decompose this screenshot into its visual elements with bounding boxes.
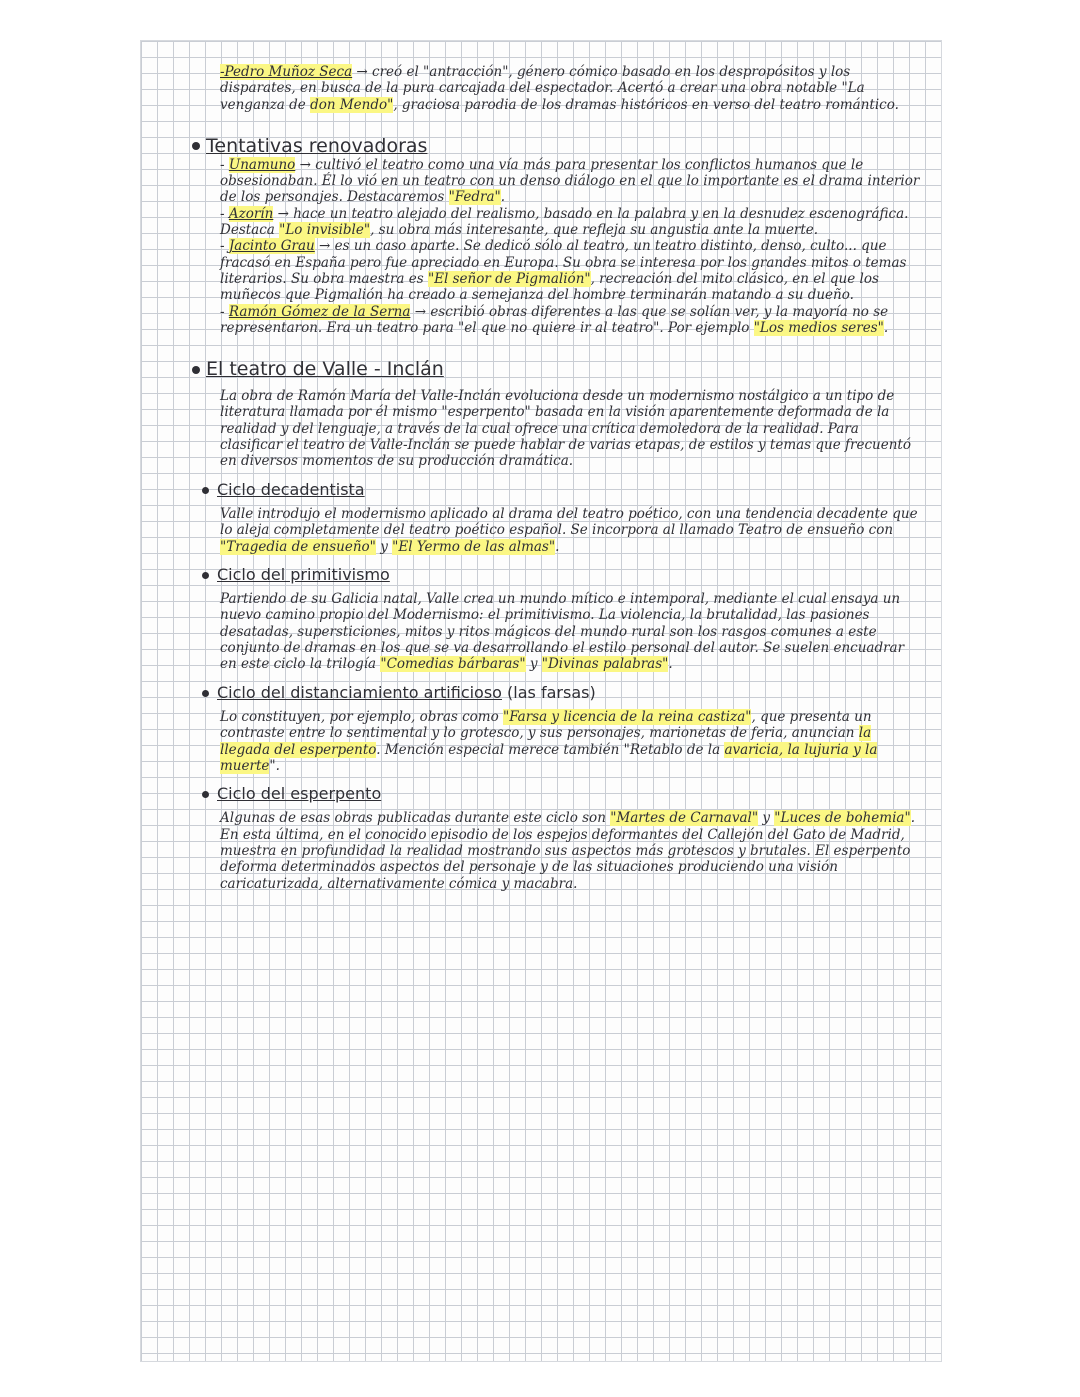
bullet-icon — [192, 366, 200, 374]
gomez-highlight: "Los medios seres" — [753, 319, 884, 336]
grau-text: → es un caso aparte. Se dedicó sólo al teatro, un teatro distinto, denso, culto... que fracasó en España pero fue apreciado en Europa. Su obra se interesa por los grandes mitos o temas literarios. Su obra maestra es — [220, 238, 907, 287]
section-title: El teatro de Valle - Inclán — [206, 358, 444, 381]
c3-highlight-3: avaricia, la lujuria y la muerte — [220, 741, 878, 774]
c3-mid-2: . Mención especial merece también "Retablo de la — [376, 741, 725, 758]
subheading-primitivismo — [202, 564, 920, 584]
section-title: Tentativas renovadoras — [206, 134, 428, 157]
c2-highlight-2: "Divinas palabras" — [541, 656, 669, 673]
valle-paragraph: La obra de Ramón María del Valle-Inclán evoluciona desde un modernismo nostálgico a un tipo de literatura llamada por él mismo "esperpento" basada en la visión aparentemente deformada de la realidad y del lenguaje, a través de la cual ofrece una crítica demoledora de la realidad. Para clasificar el teatro de Valle-Inclán se puede hablar de varias etapas, de estilos y temas que frecuentó en diversos momentos de su producción dramática. — [220, 388, 911, 470]
subheading-title: Ciclo del primitivismo — [217, 564, 390, 584]
c1-highlight-1: "Tragedia de ensueño" — [220, 538, 376, 555]
grau-highlight: "El señor de Pigmalión" — [427, 270, 591, 287]
azorin-text: → hace un teatro alejado del realismo, basado en la palabra y en la desnudez escenográfica. Destaca — [220, 205, 909, 239]
bullet-icon — [202, 572, 209, 579]
c2-tail: . — [668, 656, 673, 673]
grau-tail: , recreación del mito clásico, en el que los muñecos que Pigmalión ha creado a semejanza del hombre terminarán matando a su dueño. — [220, 270, 879, 304]
c3-highlight-2: la llegada del esperpento — [220, 725, 872, 758]
munoz-paragraph — [220, 64, 920, 113]
section-heading-valle — [192, 358, 920, 380]
decadentista-paragraph — [220, 506, 920, 555]
munoz-highlight: don Mendo" — [310, 96, 394, 113]
azorin-tail: , su obra más interesante, que refleja su angustia ante la muerte. — [370, 222, 819, 239]
gomez-name: Ramón Gómez de la Serna — [228, 303, 411, 320]
bullet-icon — [192, 142, 200, 150]
azorin-highlight: "Lo invisible" — [279, 222, 371, 239]
subheading-title: Ciclo del distanciamiento artificioso — [217, 682, 502, 702]
distanciamiento-paragraph — [220, 709, 920, 774]
gomez-text: → escribió obras diferentes a las que se solían ver, y la mayoría no se representaron. Era un teatro para "el que no quiere ir al teatro". Por ejemplo — [220, 303, 889, 336]
c2-text: Partiendo de su Galicia natal, Valle crea un mundo mítico e intemporal, mediante el cual ensaya un nuevo camino propio del Modernismo: el primitivismo. La violencia, la brutalidad, las pasiones desatadas, supersticiones, mitos y ritos mágicos del mundo rural son los rasgos comunes a este conjunto de dramas en los que se va desarrollando el estilo personal del autor. Se suelen encuadrar en este ciclo la trilogía — [220, 591, 905, 673]
bullet-icon — [202, 690, 209, 697]
subheading-distanciamiento — [202, 682, 920, 702]
unamuno-highlight: "Fedra" — [448, 189, 501, 206]
azorin-name: Azorín — [228, 205, 274, 222]
c3-tail: ". — [269, 757, 280, 774]
c4-mid: y — [758, 810, 775, 827]
munoz-tail: , graciosa parodia de los dramas históricos en verso del teatro romántico. — [393, 96, 899, 113]
c1-text: Valle introdujo el modernismo aplicado al drama del teatro poético, con una tendencia decadente que lo aleja completamente del teatro poético español. Se incorpora al llamado Teatro de ensueño con — [220, 505, 918, 539]
c4-text: Algunas de esas obras publicadas durante este ciclo son — [220, 810, 611, 827]
bullet-icon — [202, 487, 209, 494]
c4-highlight-2: "Luces de bohemia" — [774, 810, 911, 827]
c1-tail: . — [555, 538, 560, 555]
unamuno-paragraph: - Unamuno → cultivó el teatro como una vía más para presentar los conflictos humanos que le obsesionaban. Él lo vió en un teatro con un denso diálogo en el que lo importante es el drama interior de los personajes. Destacaremos "Fedra". — [220, 156, 920, 206]
c3-highlight-1: "Farsa y licencia de la reina castiza" — [503, 708, 752, 725]
munoz-text: → creó el "antracción", género cómico basado en los despropósitos y los disparates, en busca de la pura carcajada del espectador. Acertó a crear una obra notable "La venganza de — [220, 64, 865, 113]
unamuno-text: → cultivó el teatro como una vía más para presentar los conflictos humanos que le obsesionaban. Él lo vió en un teatro con un denso diálogo en el que lo importante es el drama interior de los personajes. Destacaremos — [220, 156, 920, 206]
subheading-title-suffix: (las farsas) — [501, 682, 596, 702]
c2-mid: y — [525, 656, 542, 673]
subheading-decadentista — [202, 479, 920, 499]
subheading-title: Ciclo del esperpento — [217, 784, 382, 804]
handwritten-notes — [206, 64, 920, 892]
section-heading-tentativas — [192, 135, 920, 157]
esperpento-paragraph — [220, 810, 920, 891]
unamuno-tail: . — [500, 189, 506, 206]
munoz-name: -Pedro Muñoz Seca — [220, 64, 353, 80]
c3-mid: , que presenta un contraste entre lo sentimental y lo grotesco, y sus personajes, marionetas de feria, anuncian — [220, 708, 872, 742]
gomez-paragraph: - Ramón Gómez de la Serna → escribió obras diferentes a las que se solían ver, y la mayoría no se representaron. Era un teatro para "el que no quiere ir al teatro". Por ejemplo "Los medios seres". — [220, 303, 889, 336]
c3-text: Lo constituyen, por ejemplo, obras como — [220, 708, 503, 725]
bullet-icon — [202, 791, 209, 798]
grau-name: Jacinto Grau — [228, 238, 315, 255]
subheading-title: Ciclo decadentista — [217, 479, 365, 499]
gomez-tail: . — [883, 319, 889, 336]
subheading-esperpento — [202, 786, 920, 802]
c1-mid: y — [375, 538, 393, 555]
c2-highlight-1: "Comedias bárbaras" — [380, 656, 526, 673]
c4-highlight-1: "Martes de Carnaval" — [610, 810, 759, 827]
grau-paragraph: - Jacinto Grau → es un caso aparte. Se dedicó sólo al teatro, un teatro distinto, denso, culto... que fracasó en España pero fue apreciado en Europa. Su obra se interesa por los grandes mitos o temas literarios. Su obra maestra es "El señor de Pigmalión", recreación del mito clásico, en el que los muñecos que Pigmalión ha creado a semejanza del hombre terminarán matando a su dueño. — [220, 238, 907, 304]
primitivismo-paragraph — [220, 591, 920, 672]
unamuno-name: Unamuno — [228, 156, 296, 173]
c1-highlight-2: "El Yermo de las almas" — [392, 538, 556, 555]
c4-tail: . En esta última, en el conocido episodio de los espejos deformantes del Callejón del Gato de Madrid, muestra en profundidad la realidad mostrando sus aspectos más grotescos y brutales. El esperpento deforma determinados aspectos del personaje y de las situaciones produciendo una visión caricaturizada, alternativamente cómica y macabra. — [220, 810, 915, 892]
azorin-paragraph: - Azorín → hace un teatro alejado del realismo, basado en la palabra y en la desnudez escenográfica. Destaca "Lo invisible", su obra más interesante, que refleja su angustia ante la muerte. — [220, 205, 909, 239]
